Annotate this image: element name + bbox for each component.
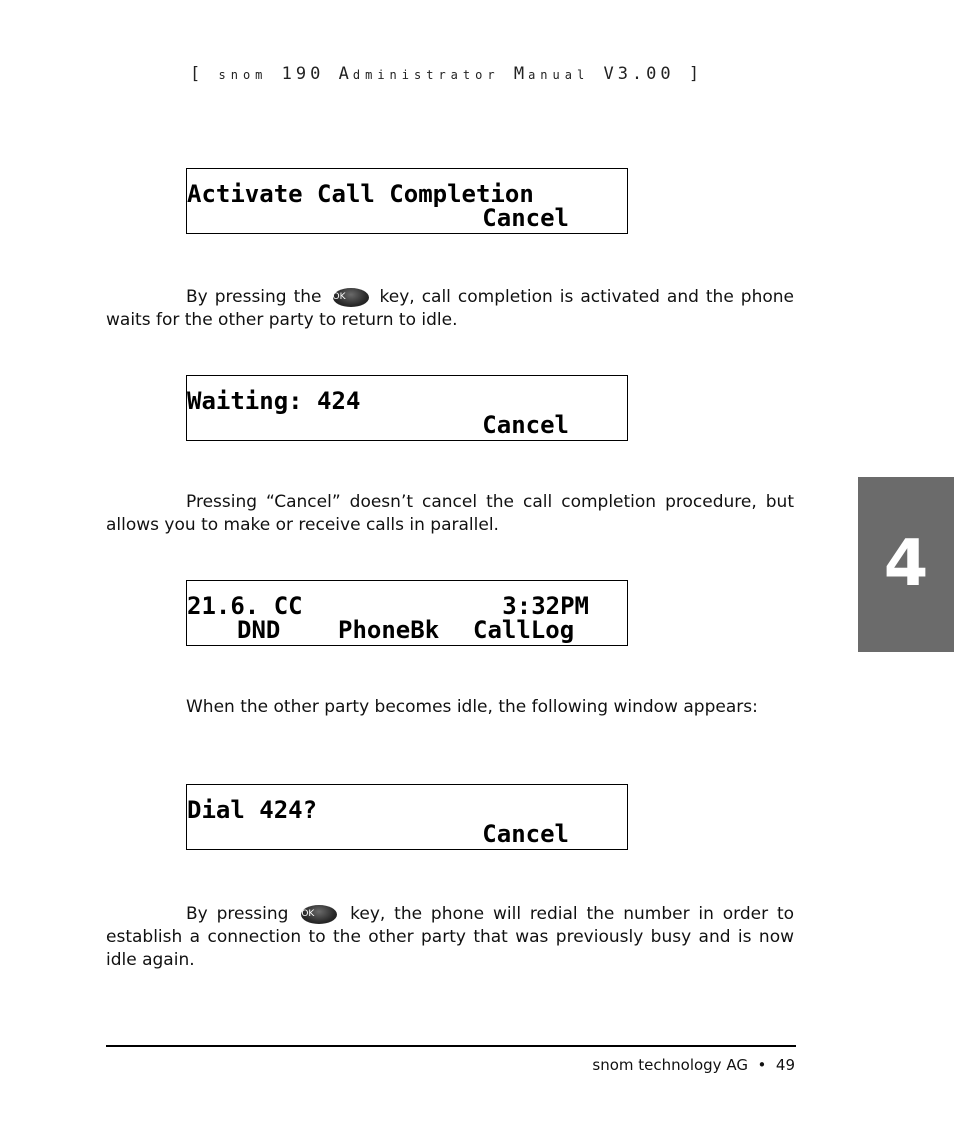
ok-key-icon: OK [301,905,337,924]
chapter-tab [858,477,954,652]
header-dministrator: dministrator [352,68,500,82]
lcd-screen-idle [186,580,628,646]
header-anual: anual [528,68,590,82]
header-version: V3.00 [603,64,675,84]
lcd-softkey-phonebk: PhoneBk [338,616,440,644]
lcd-softkey-cancel: Cancel [482,411,569,439]
lcd-line1: Dial 424? [187,796,318,824]
paragraph-idle [106,696,794,719]
para4-after: key, the phone will redial the number in order to establish a connection to the other party that was previously busy and is now idle again. [106,904,795,970]
footer-bullet: • [757,1056,767,1074]
paragraph-activate [106,286,794,332]
header-bracket-close: ] [688,64,704,84]
paragraph-redial [106,903,794,972]
paragraph-cancel [106,491,794,537]
header-snom: snom [218,68,268,82]
chapter-number: 4 [883,527,929,601]
para1-after: key, call completion is activated and the phone waits for the other party to return to idle. [106,287,794,330]
lcd-softkey-cancel: Cancel [482,204,569,232]
page-footer [592,1056,795,1074]
para2-text: Pressing “Cancel” doesn’t cancel the call completion procedure, but allows you to make or receive calls in parallel. [106,492,794,535]
footer-rule [106,1045,796,1047]
para3-text: When the other party becomes idle, the following window appears: [186,697,758,717]
lcd-date: 21.6. CC [187,592,303,620]
lcd-screen-activate [186,168,628,234]
header-bracket-open: [ [190,64,205,84]
para1-before: By pressing the [186,287,322,307]
lcd-softkey-calllog: CallLog [473,616,575,644]
footer-company: snom technology AG [592,1056,748,1074]
lcd-line1: Waiting: 424 [187,387,361,415]
lcd-line1: Activate Call Completion [187,180,534,208]
lcd-screen-waiting [186,375,628,441]
header-model: 190 [281,64,325,84]
ok-key-icon: OK [333,288,369,307]
lcd-screen-dial [186,784,628,850]
header-a: A [338,64,353,84]
lcd-softkey-dnd: DND [237,616,281,644]
para4-before: By pressing [186,904,289,924]
lcd-softkey-cancel: Cancel [482,820,569,848]
header-m: M [513,64,529,84]
lcd-time: 3:32PM [502,592,589,620]
page-number: 49 [775,1056,795,1074]
running-header [190,64,703,84]
